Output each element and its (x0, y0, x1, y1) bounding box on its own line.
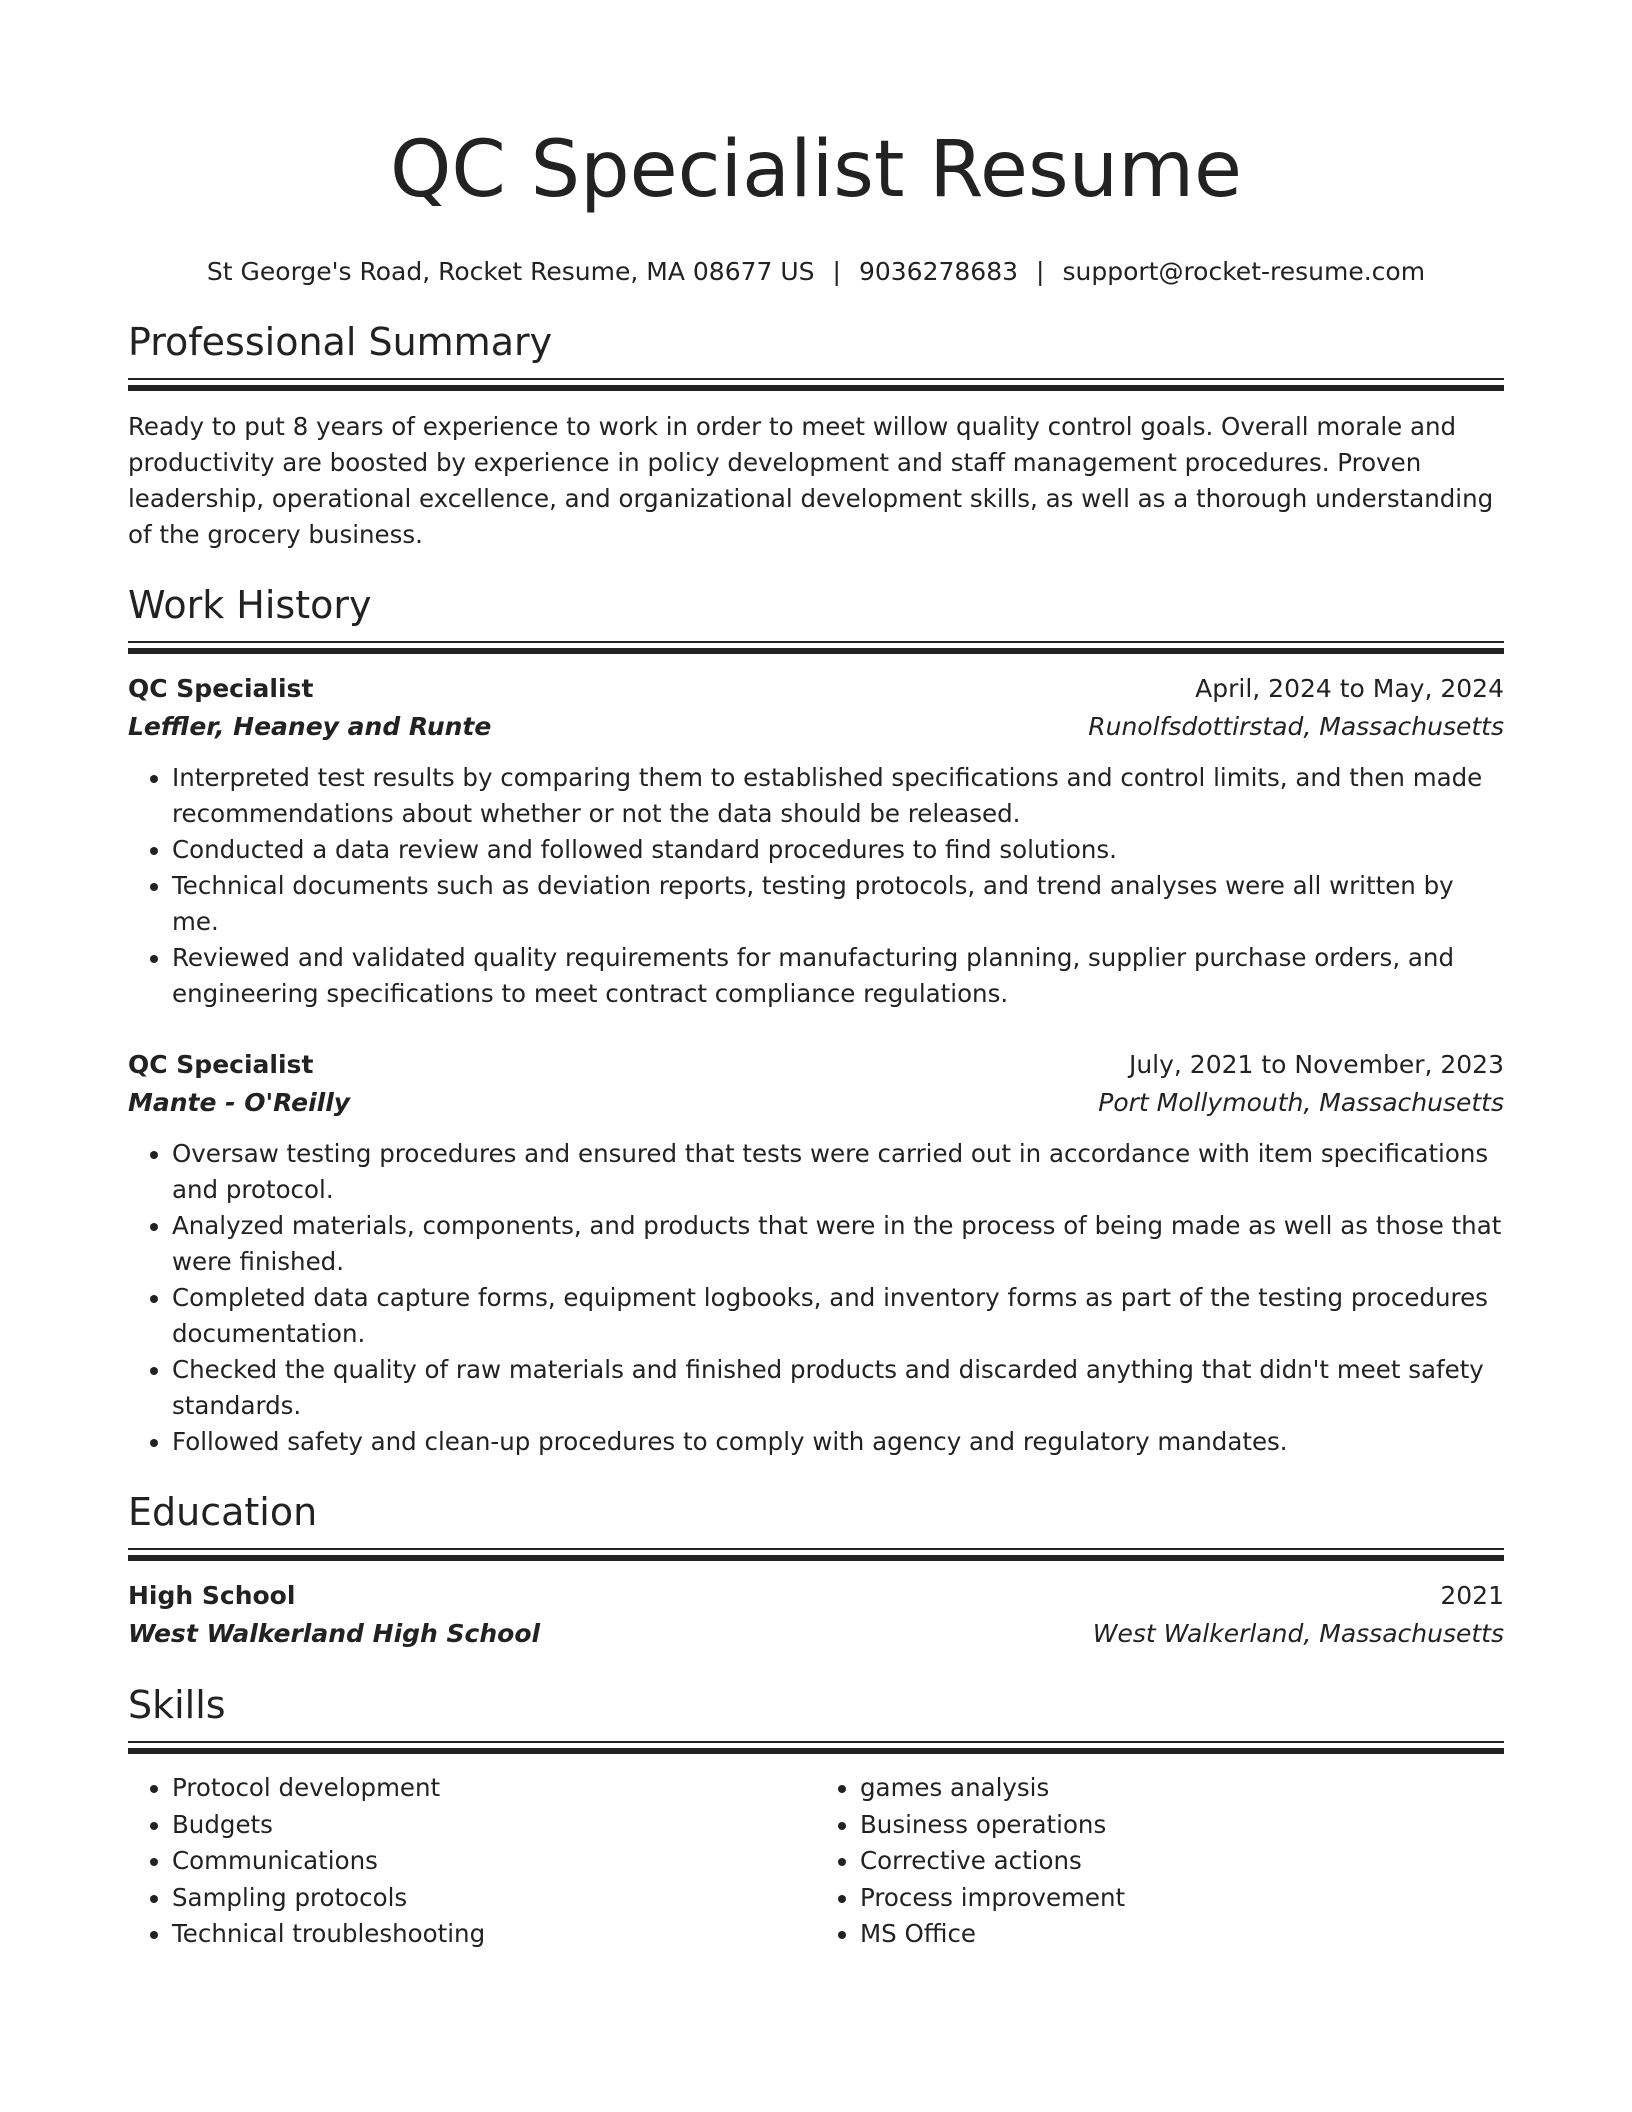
section-divider (128, 1741, 1504, 1754)
job-bullet: • Interpreted test results by comparing them to established specifications and control limits, and then made recommendations about whether or not the data should be released. (172, 760, 1504, 832)
education-section (128, 1488, 1504, 1653)
skill-item: • Budgets (172, 1807, 816, 1844)
education-year: 2021 (1440, 1581, 1504, 1610)
job-bullet: • Reviewed and validated quality requirements for manufacturing planning, supplier purchase orders, and engineering specifications to meet contract compliance regulations. (172, 940, 1504, 1012)
summary-text: Ready to put 8 years of experience to work in order to meet willow quality control goals. Overall morale and productivity are boosted by experience in policy development and staff management procedures. Proven leadership, operational excellence, and organizational development skills, as well as a thorough understanding of the grocery business. (128, 412, 1494, 549)
skill-item: • Sampling protocols (172, 1880, 816, 1917)
skills-section (128, 1681, 1504, 1953)
job-dates: July, 2021 to November, 2023 (1128, 1050, 1504, 1079)
job-company: Mante - O'Reilly (128, 1088, 351, 1117)
section-divider (128, 641, 1504, 654)
contact-email: support@rocket-resume.com (1062, 257, 1426, 286)
job-header-row (128, 670, 1504, 708)
job-header-row (128, 1046, 1504, 1084)
page-title: QC Specialist Resume (389, 125, 1243, 215)
skill-item: • games analysis (860, 1770, 1504, 1807)
skill-item: • MS Office (860, 1916, 1504, 1953)
summary-section (128, 318, 1504, 553)
job-bullet: • Conducted a data review and followed standard procedures to find solutions. (172, 832, 1504, 868)
section-heading-education: Education (128, 1490, 318, 1534)
job-location: Port Mollymouth, Massachusetts (1098, 1088, 1504, 1117)
skill-item: • Technical troubleshooting (172, 1916, 816, 1953)
skills-list-right (816, 1770, 1504, 1953)
job-bullet: • Completed data capture forms, equipment logbooks, and inventory forms as part of the testing procedures documentation. (172, 1280, 1504, 1352)
job-title: QC Specialist (128, 1050, 314, 1079)
section-divider (128, 378, 1504, 391)
education-entry (128, 1577, 1504, 1653)
job-bullet: • Technical documents such as deviation reports, testing protocols, and trend analyses were all written by me. (172, 868, 1504, 940)
contact-separator: | (832, 257, 841, 286)
job-bullet: • Oversaw testing procedures and ensured that tests were carried out in accordance with item specifications and protocol. (172, 1136, 1504, 1208)
job-dates: April, 2024 to May, 2024 (1195, 674, 1504, 703)
education-header-row (128, 1577, 1504, 1615)
education-degree: High School (128, 1581, 296, 1610)
skill-item: • Process improvement (860, 1880, 1504, 1917)
job-entry (128, 1046, 1504, 1460)
job-company: Leffler, Heaney and Runte (128, 712, 492, 741)
job-company-row (128, 1084, 1504, 1122)
job-title: QC Specialist (128, 674, 314, 703)
job-company-row (128, 708, 1504, 746)
section-heading-skills: Skills (128, 1683, 226, 1727)
section-heading-work-history: Work History (128, 583, 372, 627)
contact-line (128, 256, 1504, 288)
skill-item: • Business operations (860, 1807, 1504, 1844)
contact-phone: 9036278683 (858, 257, 1019, 286)
work-history-section (128, 581, 1504, 1460)
skill-item: • Corrective actions (860, 1843, 1504, 1880)
skills-list-left (128, 1770, 816, 1953)
section-divider (128, 1548, 1504, 1561)
contact-separator: | (1036, 257, 1045, 286)
section-heading-summary: Professional Summary (128, 320, 553, 364)
skill-item: • Communications (172, 1843, 816, 1880)
education-location: West Walkerland, Massachusetts (1092, 1619, 1504, 1648)
job-bullets (128, 1136, 1504, 1460)
job-bullet: • Followed safety and clean-up procedures to comply with agency and regulatory mandates. (172, 1424, 1504, 1460)
skill-item: • Protocol development (172, 1770, 816, 1807)
education-school-row (128, 1615, 1504, 1653)
job-bullets (128, 760, 1504, 1012)
skills-columns (128, 1770, 1504, 1953)
job-bullet: • Analyzed materials, components, and products that were in the process of being made as well as those that were finished. (172, 1208, 1504, 1280)
job-entry (128, 670, 1504, 1012)
contact-address: St George's Road, Rocket Resume, MA 08677 US (206, 257, 815, 286)
education-school: West Walkerland High School (128, 1619, 541, 1648)
job-bullet: • Checked the quality of raw materials and finished products and discarded anything that didn't meet safety standards. (172, 1352, 1504, 1424)
job-location: Runolfsdottirstad, Massachusetts (1088, 712, 1504, 741)
